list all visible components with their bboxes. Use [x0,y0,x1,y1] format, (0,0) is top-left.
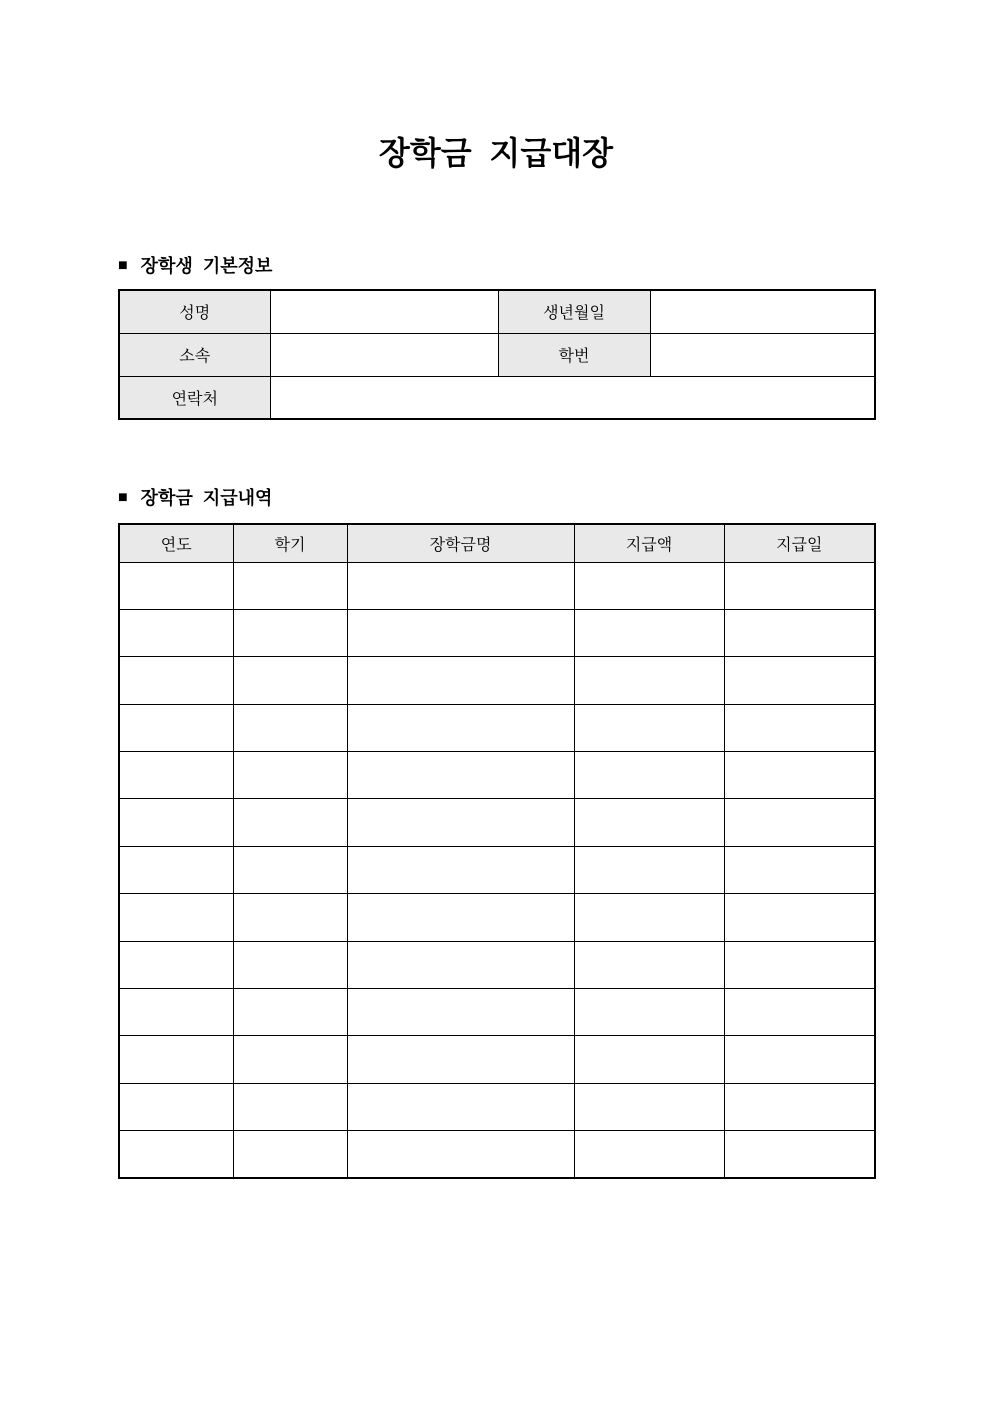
payment-history-cell[interactable] [574,989,724,1036]
payment-history-cell[interactable] [724,941,875,988]
payment-history-cell[interactable] [574,941,724,988]
payment-history-cell[interactable] [574,752,724,799]
payment-history-cell[interactable] [233,894,347,941]
payment-history-cell[interactable] [233,752,347,799]
basic-info-row [119,376,875,419]
basic-info-heading-text: 장학생 기본정보 [140,256,273,276]
payment-history-cell[interactable] [233,989,347,1036]
payment-history-row [119,846,875,893]
name-value-field[interactable] [270,290,498,333]
column-header-year: 연도 [119,524,233,562]
payment-history-cell[interactable] [347,657,574,704]
column-header-amount: 지급액 [574,524,724,562]
birthdate-label: 생년월일 [498,290,650,333]
payment-history-cell[interactable] [119,609,233,656]
payment-history-cell[interactable] [574,562,724,609]
payment-history-cell[interactable] [724,1036,875,1083]
payment-history-cell[interactable] [724,846,875,893]
payment-history-cell[interactable] [347,989,574,1036]
payment-history-cell[interactable] [724,894,875,941]
payment-history-cell[interactable] [119,894,233,941]
column-header-semester: 학기 [233,524,347,562]
payment-history-cell[interactable] [347,799,574,846]
payment-history-cell[interactable] [233,799,347,846]
payment-history-cell[interactable] [119,1083,233,1130]
basic-info-section-heading [118,252,272,278]
document-title: 장학금 지급대장 [378,135,614,171]
payment-history-cell[interactable] [574,1083,724,1130]
payment-history-cell[interactable] [574,894,724,941]
student-id-label: 학번 [498,333,650,376]
payment-history-cell[interactable] [119,846,233,893]
payment-history-row [119,799,875,846]
payment-history-cell[interactable] [233,1036,347,1083]
payment-history-cell[interactable] [233,941,347,988]
payment-history-cell[interactable] [347,846,574,893]
contact-label: 연락처 [119,376,270,419]
payment-history-cell[interactable] [724,562,875,609]
payment-history-header-row [119,524,875,562]
payment-history-row [119,562,875,609]
payment-history-cell[interactable] [347,894,574,941]
payment-history-cell[interactable] [347,941,574,988]
payment-history-cell[interactable] [574,609,724,656]
payment-history-heading-text: 장학금 지급내역 [140,488,273,508]
basic-info-row [119,333,875,376]
payment-history-cell[interactable] [119,941,233,988]
payment-history-cell[interactable] [724,1131,875,1178]
payment-history-cell[interactable] [233,657,347,704]
basic-info-row [119,290,875,333]
affiliation-value-field[interactable] [270,333,498,376]
payment-history-row [119,894,875,941]
payment-history-cell[interactable] [724,1083,875,1130]
payment-history-cell[interactable] [119,1131,233,1178]
payment-history-rows [119,562,875,1178]
payment-history-cell[interactable] [119,752,233,799]
payment-history-cell[interactable] [574,799,724,846]
payment-history-cell[interactable] [347,752,574,799]
payment-history-row [119,1036,875,1083]
payment-history-cell[interactable] [574,704,724,751]
payment-history-section-heading [118,484,272,510]
payment-history-cell[interactable] [119,562,233,609]
birthdate-value-field[interactable] [650,290,875,333]
payment-history-cell[interactable] [233,1083,347,1130]
payment-history-cell[interactable] [724,799,875,846]
payment-history-cell[interactable] [724,657,875,704]
payment-history-cell[interactable] [347,562,574,609]
payment-history-cell[interactable] [574,657,724,704]
payment-history-row [119,1131,875,1178]
student-id-value-field[interactable] [650,333,875,376]
payment-history-cell[interactable] [574,1131,724,1178]
basic-info-table [118,289,876,420]
payment-history-cell[interactable] [724,609,875,656]
payment-history-row [119,941,875,988]
payment-history-row [119,704,875,751]
payment-history-cell[interactable] [119,704,233,751]
payment-history-cell[interactable] [724,752,875,799]
payment-history-row [119,1083,875,1130]
affiliation-label: 소속 [119,333,270,376]
payment-history-cell[interactable] [233,609,347,656]
payment-history-cell[interactable] [347,1131,574,1178]
payment-history-cell[interactable] [233,562,347,609]
column-header-payment-date: 지급일 [724,524,875,562]
payment-history-row [119,609,875,656]
payment-history-cell[interactable] [347,1036,574,1083]
payment-history-cell[interactable] [347,704,574,751]
payment-history-cell[interactable] [724,704,875,751]
payment-history-cell[interactable] [119,657,233,704]
payment-history-row [119,657,875,704]
square-bullet-icon: ■ [118,489,128,506]
payment-history-cell[interactable] [233,1131,347,1178]
payment-history-cell[interactable] [574,1036,724,1083]
payment-history-cell[interactable] [574,846,724,893]
payment-history-cell[interactable] [233,846,347,893]
payment-history-table [118,523,876,1179]
square-bullet-icon: ■ [118,257,128,274]
payment-history-cell[interactable] [347,1083,574,1130]
payment-history-cell[interactable] [347,609,574,656]
payment-history-cell[interactable] [233,704,347,751]
payment-history-cell[interactable] [724,989,875,1036]
contact-value-field[interactable] [270,376,875,419]
payment-history-row [119,989,875,1036]
payment-history-cell[interactable] [119,799,233,846]
column-header-scholarship-name: 장학금명 [347,524,574,562]
payment-history-cell[interactable] [119,1036,233,1083]
payment-history-row [119,752,875,799]
name-label: 성명 [119,290,270,333]
payment-history-cell[interactable] [119,989,233,1036]
